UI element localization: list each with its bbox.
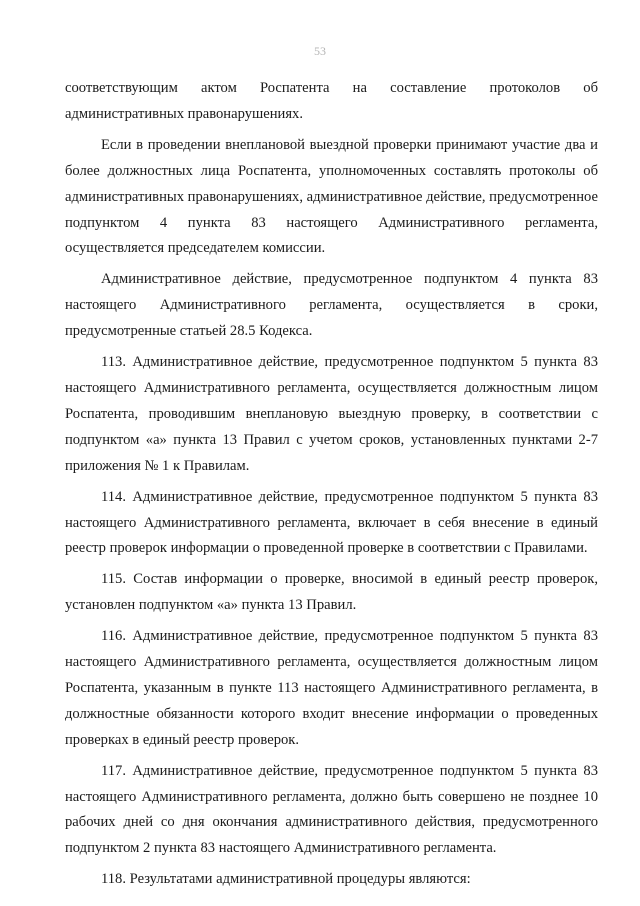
paragraph: Если в проведении внеплановой выездной проверки принимают участие два и более должностных лица Роспатента, уполномоченных составлять протоколы об административных правонарушениях, административное действие, предусмотренное подпунктом 4 пункта 83 настоящего Административного регламента, осуществляется председателем комиссии. bbox=[65, 136, 598, 257]
paragraph-item-116: 116. Административное действие, предусмотренное подпунктом 5 пункта 83 настоящего Административного регламента, осуществляется должностным лицом Роспатента, указанным в пункте 113 настоящего Административного регламента, в должностные обязанности которого входит внесение информации о проведенных проверках в единый реестр проверок. bbox=[65, 628, 598, 748]
paragraph-item-115: 115. Состав информации о проверке, вносимой в единый реестр проверок, установлен подпунктом «а» пункта 13 Правил. bbox=[65, 571, 598, 614]
paragraph: Административное действие, предусмотренное подпунктом 4 пункта 83 настоящего Административного регламента, осуществляется в сроки, предусмотренные статьей 28.5 Кодекса. bbox=[65, 271, 598, 340]
paragraph-item-117: 117. Административное действие, предусмотренное подпунктом 5 пункта 83 настоящего Административного регламента, должно быть совершено не позднее 10 рабочих дней со дня окончания административного действия, предусмотренного подпунктом 2 пункта 83 настоящего Административного регламента. bbox=[65, 762, 598, 857]
document-body bbox=[65, 76, 598, 898]
paragraph-item-113: 113. Административное действие, предусмотренное подпунктом 5 пункта 83 настоящего Административного регламента, осуществляется должностным лицом Роспатента, проводившим внеплановую выездную проверку, в соответствии с подпунктом «а» пункта 13 Правил с учетом сроков, установленных пунктами 2-7 приложения № 1 к Правилам. bbox=[65, 354, 598, 474]
paragraph-continuation: соответствующим актом Роспатента на составление протоколов об административных правонарушениях. bbox=[65, 80, 598, 122]
paragraph-item-114: 114. Административное действие, предусмотренное подпунктом 5 пункта 83 настоящего Административного регламента, включает в себя внесение в единый реестр проверок информации о проведенной проверке в соответствии с Правилами. bbox=[65, 488, 598, 557]
paragraph-item-118: 118. Результатами административной процедуры являются: bbox=[101, 871, 471, 888]
page-number: 53 bbox=[314, 44, 326, 58]
